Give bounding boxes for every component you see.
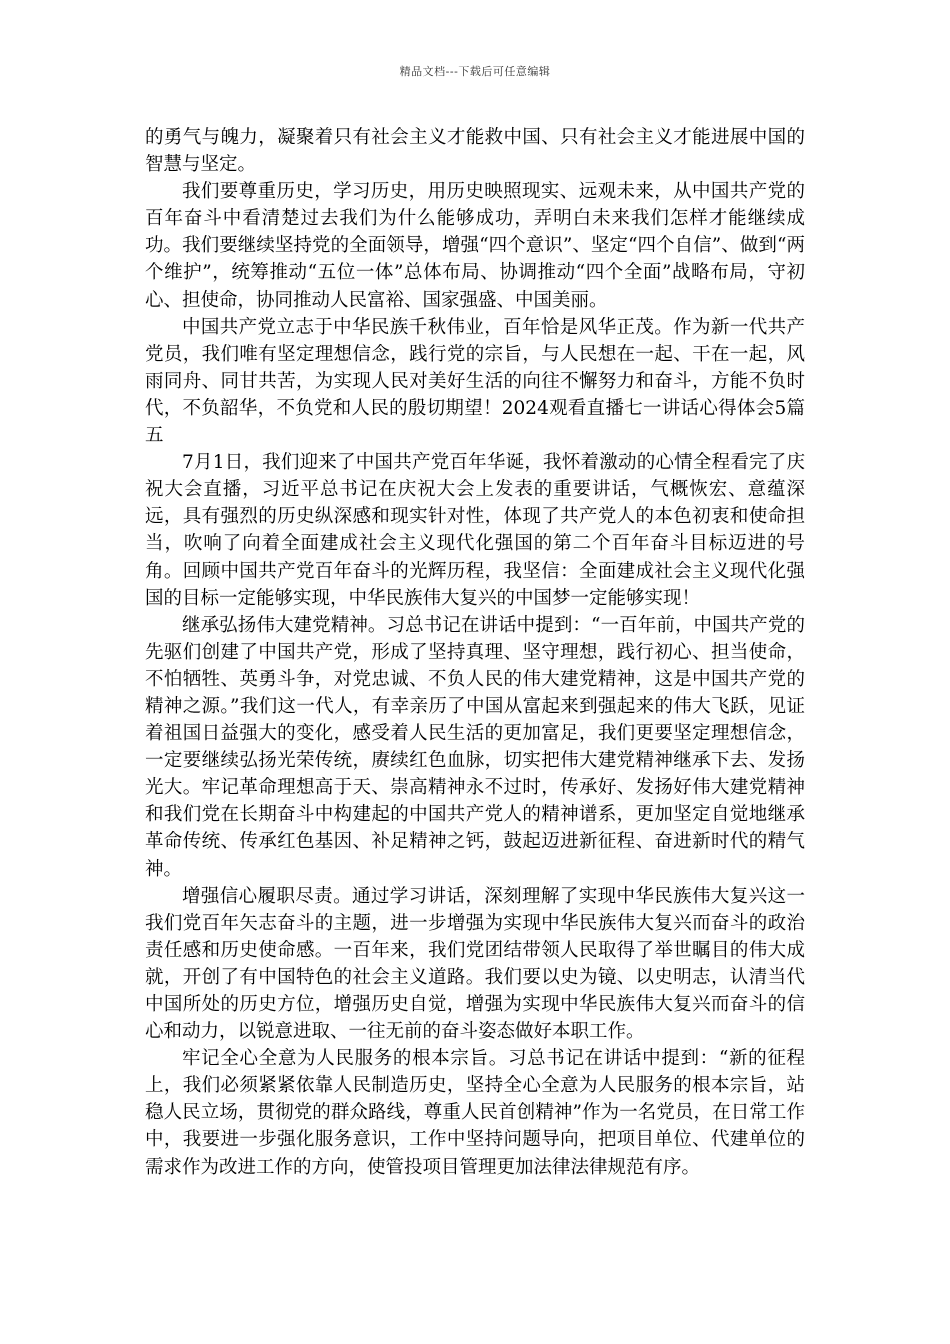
paragraph: 7月1日，我们迎来了中国共产党百年华诞，我怀着激动的心情全程看完了庆祝大会直播，习近平总书记在庆祝大会上发表的重要讲话，气概恢宏、意蕴深远，具有强烈的历史纵深感和现实针对性，体现了共产党人的本色初衷和使命担当，吹响了向着全面建成社会主义现代化强国的第二个百年奋斗目标迈进的号角。回顾中国共产党百年奋斗的光辉历程，我坚信：全面建成社会主义现代化强国的目标一定能够实现，中华民族伟大复兴的中国梦一定能够实现！	[145, 452, 805, 609]
paragraph-continuation: 的勇气与魄力，凝聚着只有社会主义才能救中国、只有社会主义才能进展中国的智慧与坚定。	[145, 127, 805, 176]
paragraph: 增强信心履职尽责。通过学习讲话，深刻理解了实现中华民族伟大复兴这一我们党百年矢志奋斗的主题，进一步增强为实现中华民族伟大复兴而奋斗的政治责任感和历史使命感。一百年来，我们党团结带领人民取得了举世瞩目的伟大成就，开创了有中国特色的社会主义道路。我们要以史为镜、以史明志，认清当代中国所处的历史方位，增强历史自觉，增强为实现中华民族伟大复兴而奋斗的信心和动力，以锐意进取、一往无前的奋斗姿态做好本职工作。	[145, 885, 805, 1043]
page-header: 精品文档---下载后可任意编辑	[399, 65, 551, 78]
paragraph: 中国共产党立志于中华民族千秋伟业，百年恰是风华正茂。作为新一代共产党员，我们唯有坚定理想信念，践行党的宗旨，与人民想在一起、干在一起，风雨同舟、同甘共苦，为实现人民对美好生活的向往不懈努力和奋斗，方能不负时代，不负韶华，不负党和人民的殷切期望！2024观看直播七一讲话心得体会5篇五	[145, 316, 805, 447]
paragraph: 我们要尊重历史，学习历史，用历史映照现实、远观未来，从中国共产党的百年奋斗中看清楚过去我们为什么能够成功，弄明白未来我们怎样才能继续成功。我们要继续坚持党的全面领导，增强“四个意识”、坚定“四个自信”、做到“两个维护”，统筹推动“五位一体”总体布局、协调推动“四个全面”战略布局，守初心、担使命，协同推动人民富裕、国家强盛、中国美丽。	[145, 181, 805, 311]
paragraph: 牢记全心全意为人民服务的根本宗旨。习总书记在讲话中提到：“新的征程上，我们必须紧紧依靠人民制造历史，坚持全心全意为人民服务的根本宗旨，站稳人民立场，贯彻党的群众路线，尊重人民首创精神”作为一名党员，在日常工作中，我要进一步强化服务意识，工作中坚持问题导向，把项目单位、代建单位的需求作为改进工作的方向，使管投项目管理更加法律法律规范有序。	[145, 1048, 805, 1178]
document-body	[145, 124, 805, 1181]
paragraph: 继承弘扬伟大建党精神。习总书记在讲话中提到：“一百年前，中国共产党的先驱们创建了中国共产党，形成了坚持真理、坚守理想，践行初心、担当使命，不怕牺牲、英勇斗争，对党忠诚、不负人民的伟大建党精神，这是中国共产党的精神之源。”我们这一代人，有幸亲历了中国从富起来到强起来的伟大飞跃，见证着祖国日益强大的变化，感受着人民生活的更加富足，我们更要坚定理想信念，一定要继续弘扬光荣传统，赓续红色血脉，切实把伟大建党精神继承下去、发扬光大。牢记革命理想高于天、崇高精神永不过时，传承好、发扬好伟大建党精神和我们党在长期奋斗中构建起的中国共产党人的精神谱系，更加坚定自觉地继承革命传统、传承红色基因、补足精神之钙，鼓起迈进新征程、奋进新时代的精气神。	[145, 614, 805, 880]
